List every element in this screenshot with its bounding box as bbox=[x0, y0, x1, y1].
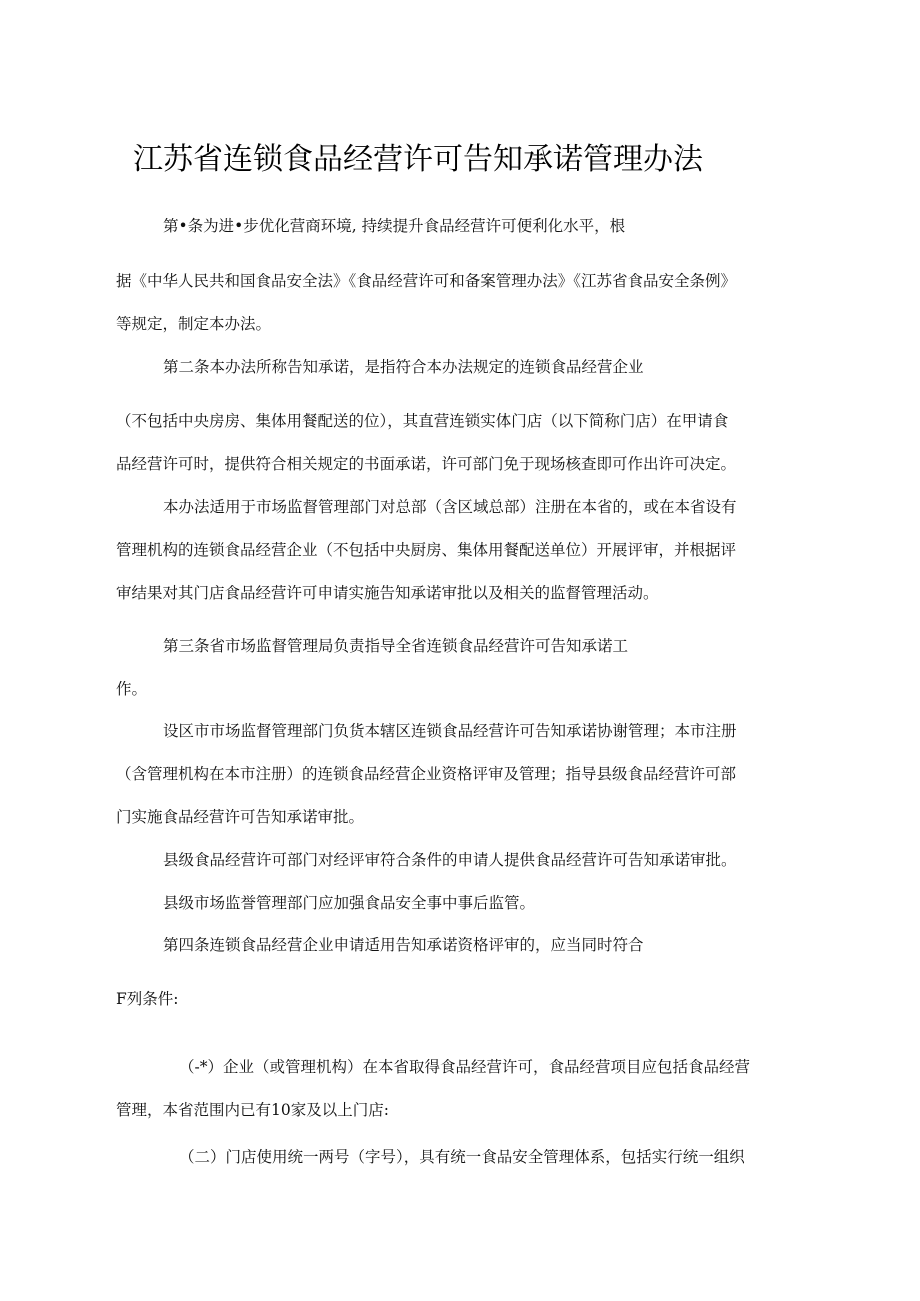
paragraph-line: 作。 bbox=[116, 680, 148, 698]
paragraph-line: 审结果对其门店食品经营许可申请实施告知承诺审批以及相关的监督管理活动。 bbox=[116, 584, 659, 602]
paragraph-line: 第二条本办法所称告知承诺，是指符合本办法规定的连锁食品经营企业 bbox=[163, 358, 644, 376]
paragraph-line: 等规定，制定本办法。 bbox=[116, 315, 272, 333]
paragraph-line: （-*）企业（或管理机构）在本省取得食品经营许可，食品经营项目应包括食品经营 bbox=[179, 1058, 750, 1076]
paragraph-line: 第三条省市场监督管理局负责指导全省连锁食品经营许可告知承诺工 bbox=[163, 637, 629, 655]
paragraph-line: F列条件: bbox=[116, 990, 179, 1008]
paragraph-line: 县级市场监誉管理部门应加强食品安全事中事后监管。 bbox=[163, 894, 536, 912]
paragraph-line: 管理，本省范围内已有10家及以上门店: bbox=[116, 1101, 389, 1119]
paragraph-line: 第四条连锁食品经营企业申请适用告知承诺资格评审的，应当同时符合 bbox=[163, 936, 644, 954]
paragraph-line: 县级食品经营许可部门对经评审符合条件的申请人提供食品经营许可告知承诺审批。 bbox=[163, 851, 737, 869]
paragraph-line: 设区市市场监督管理部门负货本辖区连锁食品经营许可告知承诺协谢管理；本市注册 bbox=[163, 722, 737, 740]
paragraph-line: （含管理机构在本市注册）的连锁食品经营企业资格评审及管理；指导县级食品经营许可部 bbox=[116, 765, 737, 783]
paragraph-line: 本办法适用于市场监督管理部门对总部（含区域总部）注册在本省的，或在本省设有 bbox=[163, 498, 737, 516]
paragraph-line: 第•条为进•步优化营商环境, 持续提升食品经营许可便利化水平，根 bbox=[163, 217, 626, 235]
paragraph-line: 据《中华人民共和国食品安全法》《食品经营许可和备案管理办法》《江苏省食品安全条例》 bbox=[116, 272, 737, 290]
paragraph-line: （二）门店使用统一两号（字号），具有统一食品安全管理体系，包括实行统一组织 bbox=[179, 1148, 745, 1166]
paragraph-line: （不包括中央房房、集体用餐配送的位），其直营连锁实体门店（以下简称门店）在甲请食 bbox=[116, 412, 729, 430]
document-title: 江苏省连锁食品经营许可告知承诺管理办法 bbox=[133, 142, 703, 177]
paragraph-line: 门实施食品经营许可告知承诺审批。 bbox=[116, 808, 365, 826]
paragraph-line: 品经营许可时，提供符合相关规定的书面承诺，许可部门免于现场核查即可作出许可决定。 bbox=[116, 455, 737, 473]
paragraph-line: 管理机构的连锁食品经营企业（不包括中央厨房、集体用餐配送单位）开展评审，并根据评 bbox=[116, 541, 737, 559]
